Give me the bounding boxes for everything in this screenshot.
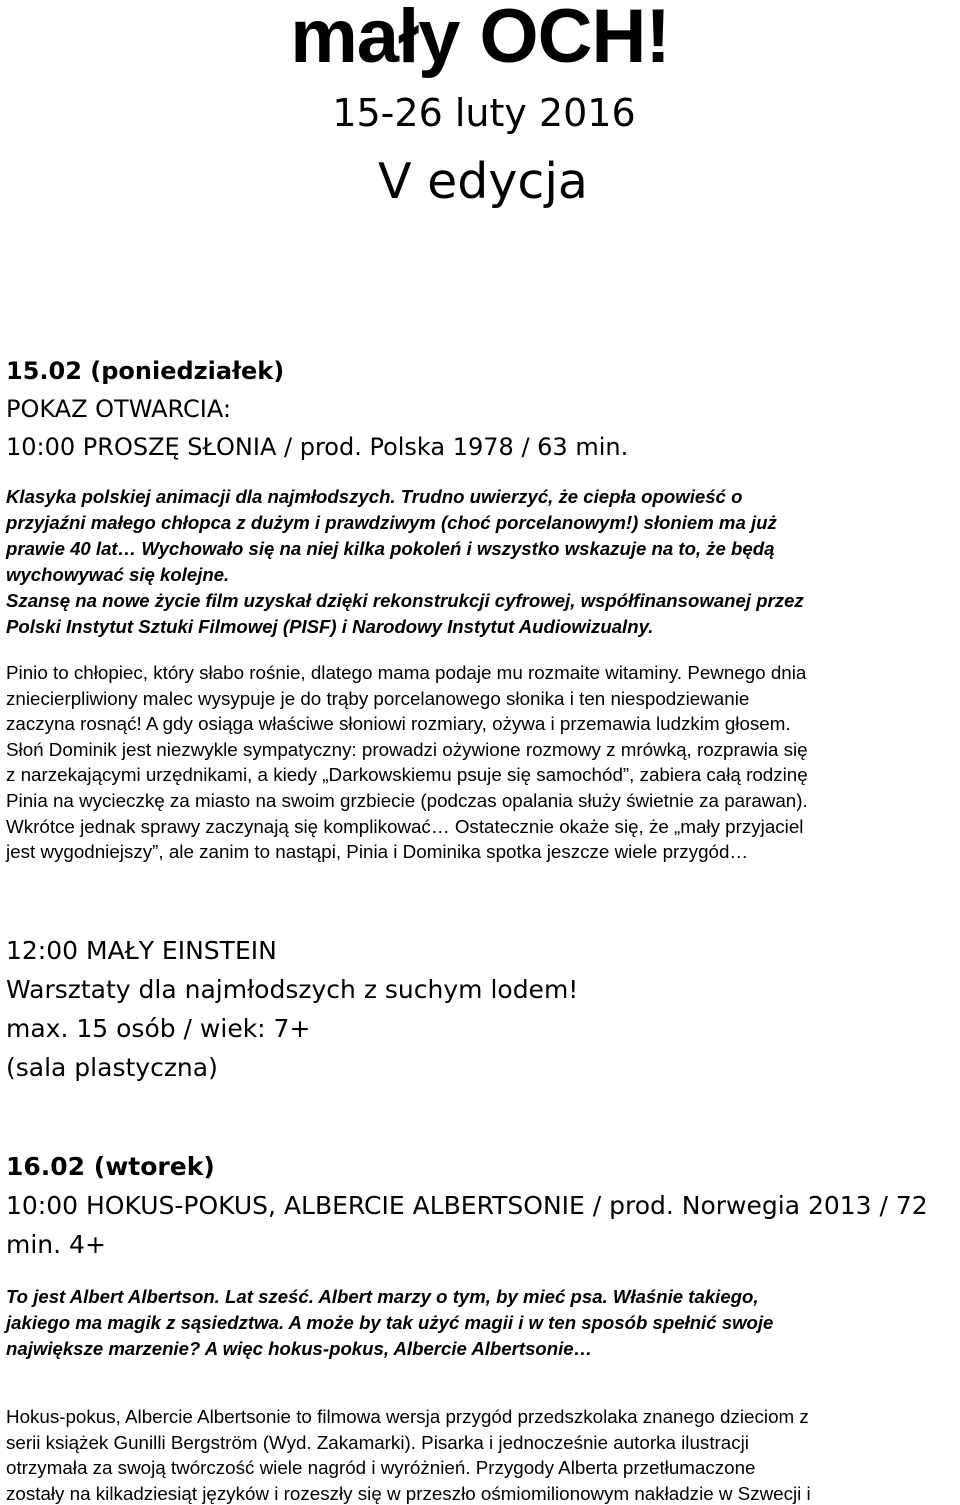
- day1-screening: 10:00 PROSZĘ SŁONIA / prod. Polska 1978 / 63 min.: [6, 433, 629, 461]
- text-line: z narzekającymi urzędnikami, a kiedy „Darkowskiemu psuje się samochód”, zabiera całą rodzinę: [6, 764, 808, 786]
- text-line: Pinia na wycieczkę za miasto na swoim grzbiecie (podczas opalania służy świetnie za parawan).: [6, 789, 808, 811]
- workshop-line: (sala plastyczna): [6, 1053, 218, 1082]
- text-line: zniecierpliwiony malec wysypuje je do trąby porcelanowego słonika i ten niespodziewanie: [6, 687, 750, 709]
- day1-workshop: [6, 931, 960, 1087]
- text-line: serii książek Gunilli Bergström (Wyd. Zakamarki). Pisarka i jednocześnie autorka ilustracji: [6, 1431, 749, 1453]
- text-line: zaczyna rosnąć! A gdy osiąga właściwe słoniowi rozmiary, ożywa i przemawia ludzkim głosem.: [6, 713, 791, 735]
- text-line: jest wygodniejszy”, ale zanim to nastąpi, Pinia i Dominika spotka jeszcze wiele przygód…: [6, 841, 749, 863]
- day2-section: [6, 1147, 960, 1264]
- workshop-line: Warsztaty dla najmłodszych z suchym lodem!: [6, 975, 579, 1004]
- day1-heading: 15.02 (poniedziałek): [6, 357, 285, 385]
- workshop-line: max. 15 osób / wiek: 7+: [6, 1014, 311, 1043]
- day1-intro: [6, 484, 960, 640]
- text-line: jakiego ma magik z sąsiedztwa. A może by tak użyć magii i w ten sposób spełnić swoje: [6, 1312, 774, 1333]
- text-line: Słoń Dominik jest niezwykle sympatyczny: prowadzi ożywione rozmowy z mrówką, rozprawia się: [6, 738, 808, 760]
- day1-synopsis: [6, 660, 960, 865]
- day2-screening-line: 10:00 HOKUS-POKUS, ALBERCIE ALBERTSONIE / prod. Norwegia 2013 / 72: [6, 1191, 928, 1220]
- text-line: największe marzenie? A więc hokus-pokus, Albercie Albertsonie…: [6, 1338, 593, 1359]
- text-line: zostały na kilkadziesiąt języków i rozeszły się w przeszło ośmiomilionowym nakładzie w Szwecji i: [6, 1482, 811, 1504]
- text-line: Wkrótce jednak sprawy zaczynają się komplikować… Ostatecznie okaże się, że „mały przyjaciel: [6, 815, 804, 837]
- text-line: przyjaźni małego chłopca z dużym i prawdziwym (choć porcelanowym!) słoniem ma już: [6, 512, 777, 533]
- day1-section: [6, 352, 960, 466]
- text-line: otrzymała za swoją twórczość wiele nagród i wyróżnień. Przygody Alberta przetłumaczone: [6, 1457, 756, 1479]
- text-line: wychowywać się kolejne.: [6, 564, 230, 585]
- day2-intro: [6, 1284, 960, 1362]
- workshop-line: 12:00 MAŁY EINSTEIN: [6, 936, 277, 965]
- text-line: Klasyka polskiej animacji dla najmłodszych. Trudno uwierzyć, że ciepła opowieść o: [6, 486, 743, 507]
- day2-heading: 16.02 (wtorek): [6, 1152, 215, 1181]
- text-line: Pinio to chłopiec, który słabo rośnie, dlatego mama podaje mu rozmaite witaminy. Pewnego dnia: [6, 662, 807, 683]
- day2-description: [6, 1404, 960, 1505]
- festival-edition: V edycja: [378, 153, 588, 210]
- text-line: To jest Albert Albertson. Lat sześć. Albert marzy o tym, by mieć psa. Właśnie takiego,: [6, 1286, 759, 1307]
- day2-screening-line: min. 4+: [6, 1230, 106, 1259]
- text-line: prawie 40 lat… Wychowało się na niej kilka pokoleń i wszystko wskazuje na to, że będą: [6, 538, 775, 559]
- text-line: Szansę na nowe życie film uzyskał dzięki rekonstrukcji cyfrowej, współfinansowanej przez: [6, 590, 804, 611]
- page-title: mały OCH!: [290, 0, 670, 79]
- festival-dates: 15-26 luty 2016: [332, 91, 636, 135]
- text-line: Polski Instytut Sztuki Filmowej (PISF) i Narodowy Instytut Audiowizualny.: [6, 616, 654, 637]
- day1-opening-label: POKAZ OTWARCIA:: [6, 395, 231, 423]
- text-line: Hokus-pokus, Albercie Albertsonie to filmowa wersja przygód przedszkolaka znanego dzieciom z: [6, 1406, 809, 1427]
